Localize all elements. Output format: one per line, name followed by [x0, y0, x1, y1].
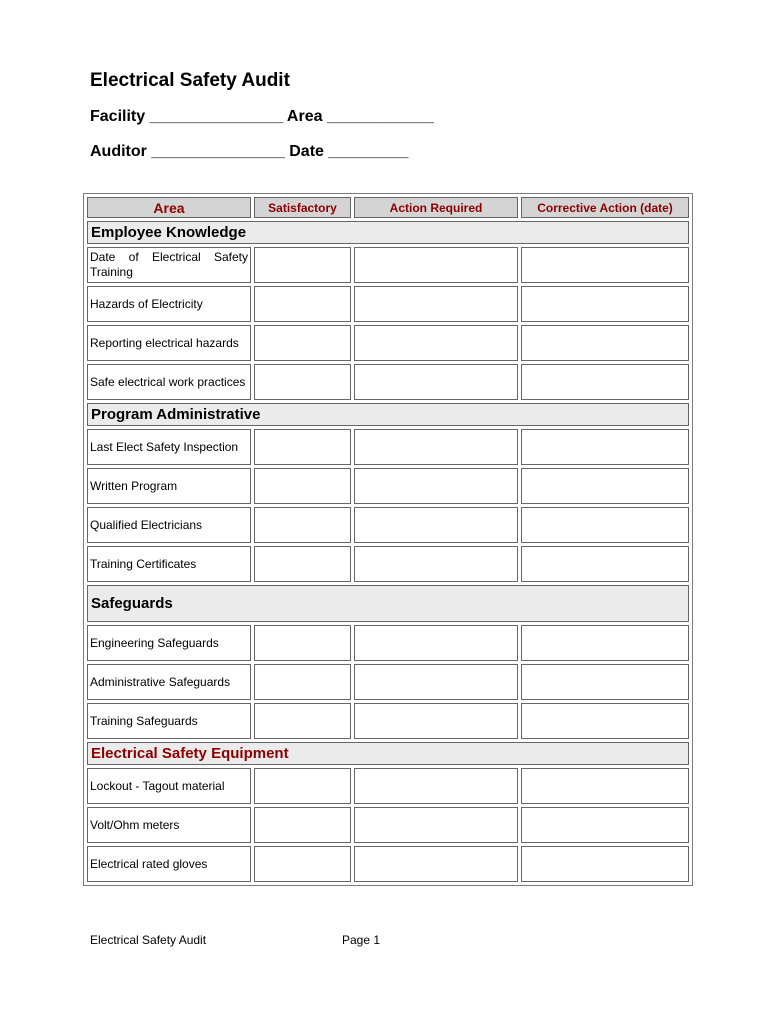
satisfactory-cell[interactable]	[254, 703, 351, 739]
row-label: Written Program	[87, 468, 251, 504]
table-row	[87, 325, 689, 361]
row-label: Electrical rated gloves	[87, 846, 251, 882]
action-required-cell[interactable]	[354, 468, 518, 504]
section-row	[87, 221, 689, 244]
corrective-action-cell[interactable]	[521, 625, 689, 661]
row-label: Training Safeguards	[87, 703, 251, 739]
action-required-cell[interactable]	[354, 325, 518, 361]
header-area: Area	[87, 197, 251, 218]
table-row	[87, 507, 689, 543]
corrective-action-cell[interactable]	[521, 546, 689, 582]
facility-area-line: Facility _______________ Area ____________	[90, 108, 434, 125]
action-required-cell[interactable]	[354, 625, 518, 661]
row-label: Engineering Safeguards	[87, 625, 251, 661]
table-row	[87, 546, 689, 582]
action-required-cell[interactable]	[354, 846, 518, 882]
satisfactory-cell[interactable]	[254, 846, 351, 882]
corrective-action-cell[interactable]	[521, 703, 689, 739]
section-safeguards: Safeguards	[87, 585, 689, 622]
section-electrical-safety-equipment: Electrical Safety Equipment	[87, 742, 689, 765]
table-row	[87, 768, 689, 804]
header-satisfactory: Satisfactory	[254, 197, 351, 218]
section-program-administrative: Program Administrative	[87, 403, 689, 426]
row-label: Safe electrical work practices	[87, 364, 251, 400]
corrective-action-cell[interactable]	[521, 364, 689, 400]
action-required-cell[interactable]	[354, 664, 518, 700]
satisfactory-cell[interactable]	[254, 286, 351, 322]
table-row	[87, 846, 689, 882]
table-row	[87, 247, 689, 283]
document-title: Electrical Safety Audit	[90, 70, 290, 91]
table-row	[87, 807, 689, 843]
action-required-cell[interactable]	[354, 703, 518, 739]
row-label: Training Certificates	[87, 546, 251, 582]
row-label: Last Elect Safety Inspection	[87, 429, 251, 465]
auditor-date-line: Auditor _______________ Date _________	[90, 143, 409, 160]
corrective-action-cell[interactable]	[521, 468, 689, 504]
corrective-action-cell[interactable]	[521, 325, 689, 361]
satisfactory-cell[interactable]	[254, 468, 351, 504]
satisfactory-cell[interactable]	[254, 768, 351, 804]
corrective-action-cell[interactable]	[521, 768, 689, 804]
section-row	[87, 585, 689, 622]
action-required-cell[interactable]	[354, 286, 518, 322]
satisfactory-cell[interactable]	[254, 247, 351, 283]
table-row	[87, 429, 689, 465]
corrective-action-cell[interactable]	[521, 429, 689, 465]
table-row	[87, 664, 689, 700]
action-required-cell[interactable]	[354, 247, 518, 283]
table-row	[87, 364, 689, 400]
satisfactory-cell[interactable]	[254, 325, 351, 361]
row-label: Lockout - Tagout material	[87, 768, 251, 804]
corrective-action-cell[interactable]	[521, 846, 689, 882]
action-required-cell[interactable]	[354, 507, 518, 543]
row-label: Reporting electrical hazards	[87, 325, 251, 361]
action-required-cell[interactable]	[354, 364, 518, 400]
corrective-action-cell[interactable]	[521, 664, 689, 700]
corrective-action-cell[interactable]	[521, 286, 689, 322]
table-row	[87, 286, 689, 322]
section-employee-knowledge: Employee Knowledge	[87, 221, 689, 244]
row-label: Volt/Ohm meters	[87, 807, 251, 843]
row-label: Qualified Electricians	[87, 507, 251, 543]
corrective-action-cell[interactable]	[521, 507, 689, 543]
satisfactory-cell[interactable]	[254, 625, 351, 661]
header-corrective-action: Corrective Action (date)	[521, 197, 689, 218]
action-required-cell[interactable]	[354, 768, 518, 804]
satisfactory-cell[interactable]	[254, 664, 351, 700]
section-row	[87, 742, 689, 765]
table-row	[87, 625, 689, 661]
table-header-row	[87, 197, 689, 218]
satisfactory-cell[interactable]	[254, 546, 351, 582]
audit-table	[83, 193, 693, 886]
table-row	[87, 703, 689, 739]
satisfactory-cell[interactable]	[254, 507, 351, 543]
satisfactory-cell[interactable]	[254, 807, 351, 843]
row-label: Date of Electrical Safety Training	[87, 247, 251, 283]
action-required-cell[interactable]	[354, 429, 518, 465]
row-label: Hazards of Electricity	[87, 286, 251, 322]
footer-document-name: Electrical Safety Audit	[90, 933, 207, 947]
row-label: Administrative Safeguards	[87, 664, 251, 700]
satisfactory-cell[interactable]	[254, 364, 351, 400]
corrective-action-cell[interactable]	[521, 247, 689, 283]
action-required-cell[interactable]	[354, 807, 518, 843]
satisfactory-cell[interactable]	[254, 429, 351, 465]
action-required-cell[interactable]	[354, 546, 518, 582]
header-action-required: Action Required	[354, 197, 518, 218]
section-row	[87, 403, 689, 426]
corrective-action-cell[interactable]	[521, 807, 689, 843]
table-row	[87, 468, 689, 504]
footer-page-number: Page 1	[342, 933, 381, 947]
